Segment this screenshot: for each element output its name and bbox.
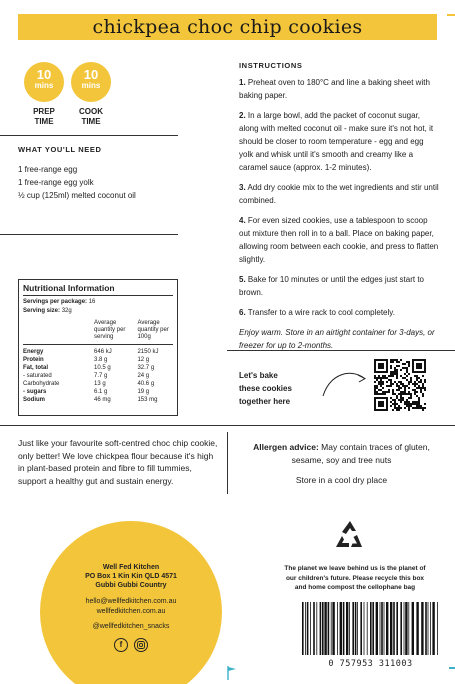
company-address: Well Fed Kitchen PO Box 1 Kin Kin QLD 4571 Gubbi Gubbi Country xyxy=(85,564,177,589)
website-link[interactable]: wellfedkitchen.com.au xyxy=(96,607,166,615)
ingredient-item: 1 free-range egg xyxy=(18,165,78,174)
col-per-serving: Average quantity per serving xyxy=(94,320,126,340)
nutrition-row: Sodium 46 mg 153 mg xyxy=(23,397,158,403)
cook-time-circle xyxy=(71,62,111,102)
barcode xyxy=(298,600,443,668)
prep-time-value: 10 xyxy=(36,67,52,82)
col-per-100g: Average quantity per 100g xyxy=(137,320,169,340)
cook-time-unit: mins xyxy=(81,81,101,90)
servings-per-package: Servings per package: 16 xyxy=(23,299,96,305)
cook-time-label: COOK TIME xyxy=(79,107,103,126)
product-blurb: Just like your favourite soft-centred choc chip cookie, only better! We love chickpea flour because it's high in plant-based protein and fibre to fill tummies, support a healthy gut and sustain energy. xyxy=(18,438,218,486)
storage-text: Store in a cool dry place xyxy=(295,475,388,485)
nutrition-title: Nutritional Information xyxy=(23,283,173,296)
ingredient-item: 1 free-range egg yolk xyxy=(18,178,94,187)
recycle-icon xyxy=(332,519,368,553)
prep-time-unit: mins xyxy=(34,81,54,90)
instruction-step: 6. Transfer to a wire rack to cool completely. xyxy=(239,308,395,317)
nutrition-row: Protein 3.8 g 12 g xyxy=(23,357,150,363)
divider xyxy=(0,234,178,235)
nutrition-rows xyxy=(23,348,173,404)
instruction-step: 5. Bake for 10 minutes or until the edges just start to brown. xyxy=(239,275,424,297)
instagram-icon[interactable] xyxy=(134,638,148,652)
instruction-step: 4. For even sized cookies, use a tablespoon to scoop out mixture then roll in to a ball. Place on baking paper, allowing room between each cookie, and press to flatten slightly. xyxy=(239,216,439,264)
nutrition-row: - sugars 6.1 g 19 g xyxy=(23,389,150,395)
title-banner xyxy=(18,14,437,40)
qr-code[interactable] xyxy=(374,359,426,411)
prep-time-label: PREP TIME xyxy=(33,107,55,126)
cook-time-value: 10 xyxy=(83,67,99,82)
instruction-step: 1. Preheat oven to 180°C and line a baking sheet with baking paper. xyxy=(239,78,430,100)
facebook-icon[interactable]: f xyxy=(114,638,128,652)
recipe-title: chickpea choc chip cookies xyxy=(92,16,363,38)
nutrition-row: Energy 646 kJ 2150 kJ xyxy=(23,349,159,355)
serving-size: Serving size: 32g xyxy=(23,308,72,314)
ingredient-item: ½ cup (125ml) melted coconut oil xyxy=(18,191,136,200)
barcode-digits: 0 757953 311003 xyxy=(328,659,413,669)
nutrition-row: Carbohydrate 13 g 40.6 g xyxy=(23,381,155,387)
storage-note: Enjoy warm. Store in an airtight container for 3-days, or freezer for up to 2-months. xyxy=(239,328,435,350)
nutrition-panel xyxy=(18,279,178,416)
prep-time-circle xyxy=(24,62,64,102)
company-badge xyxy=(40,521,222,684)
allergen-advice: Allergen advice: May contain traces of gluten, sesame, soy and tree nuts xyxy=(253,442,430,465)
planet-message: The planet we leave behind us is the planet of our children's future. Please recycle this box and home compost the cellophane bag xyxy=(284,565,426,591)
barcode-bars xyxy=(298,600,443,657)
crop-mark xyxy=(447,14,455,16)
instruction-step: 2. In a large bowl, add the packet of coconut sugar, along with melted coconut oil - make sure it's not hot, it should be closer to room temperature - egg and egg yolk and whisk until it's smooth and creamy like a caramel sauce (approx. 1-2 minutes). xyxy=(239,111,434,172)
nutrition-row: Fat, total 10.5 g 32.7 g xyxy=(23,365,155,371)
divider xyxy=(0,135,178,136)
nutrition-row: - saturated 7.7 g 24 g xyxy=(23,373,150,379)
email-link[interactable]: hello@wellfedkitchen.com.au xyxy=(85,598,177,605)
flag-icon xyxy=(226,665,238,681)
ingredients-list xyxy=(18,163,136,202)
divider xyxy=(227,432,228,494)
instructions-list xyxy=(239,76,439,359)
arrow-icon xyxy=(320,366,368,400)
company-contact xyxy=(40,597,222,616)
instruction-step: 3. Add dry cookie mix to the wet ingredients and stir until combined. xyxy=(239,183,439,205)
ingredients-heading: WHAT YOU'LL NEED xyxy=(18,145,102,154)
instructions-heading: INSTRUCTIONS xyxy=(239,61,303,70)
social-handle[interactable]: @wellfedkitchen_snacks xyxy=(92,623,170,630)
lets-bake-text: Let's bake these cookies together here xyxy=(239,371,292,406)
divider xyxy=(0,425,455,426)
nutrition-header xyxy=(23,320,173,345)
crop-mark xyxy=(449,667,455,669)
divider xyxy=(227,350,455,351)
